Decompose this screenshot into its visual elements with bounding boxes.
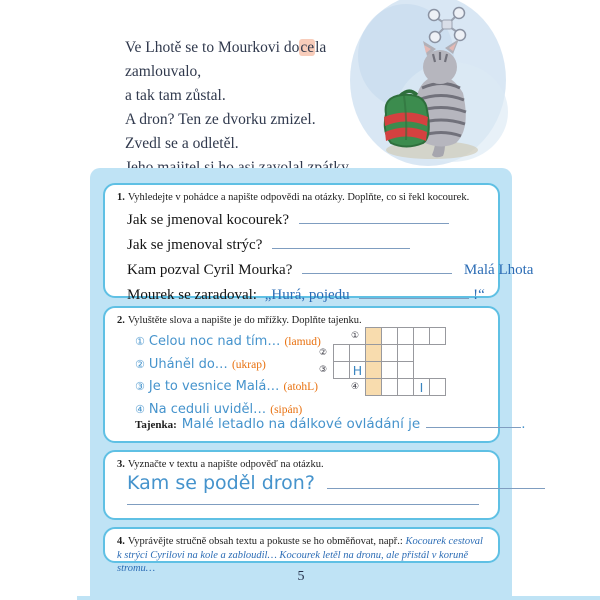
crossword-cell[interactable] (365, 361, 382, 379)
crossword-cell[interactable] (397, 327, 414, 345)
illustration-svg (348, 0, 512, 168)
crossword-cell[interactable] (365, 327, 382, 345)
backpack-icon (384, 91, 429, 146)
clue4-text: Na ceduli uviděl… (148, 401, 267, 417)
clue-2 (135, 354, 321, 377)
clue4-number: ④ (135, 402, 145, 416)
clue1-number: ① (135, 335, 145, 348)
exercise-box-2 (103, 306, 526, 443)
crossword-row (319, 344, 446, 362)
clue4-anagram: (sipán) (270, 403, 303, 416)
clue2-number: ② (135, 357, 145, 371)
exercise-box-4 (103, 527, 500, 574)
crossword-cell[interactable]: I (413, 378, 430, 396)
question3-hint: Malá Lhota (463, 262, 534, 278)
story-line1-post: la zamlouvalo, (125, 39, 327, 80)
question-row-4 (127, 285, 498, 304)
question3-text: Kam pozval Cyril Mourka? (127, 262, 293, 278)
answer-blank-3[interactable] (302, 260, 452, 274)
exercise1-number: 1. (117, 192, 125, 203)
crossword-row (351, 327, 446, 345)
question-row-2 (127, 235, 498, 254)
exercise2-number: 2. (117, 315, 125, 326)
cat-drone-illustration (348, 0, 512, 168)
crossword-row (351, 378, 446, 396)
clue-1 (135, 331, 321, 354)
exercise-box-3 (103, 450, 500, 520)
crossword-cell[interactable] (381, 327, 398, 345)
question1-text: Jak se jmenoval kocourek? (127, 212, 290, 228)
question-row-3 (127, 260, 534, 279)
clue-3 (135, 376, 321, 399)
crossword-cell[interactable] (333, 361, 350, 379)
crossword-cell[interactable] (381, 344, 398, 362)
exercise-box-1 (103, 183, 534, 303)
crossword-cell[interactable] (365, 378, 382, 396)
crossword-cell[interactable] (381, 378, 398, 396)
tajenka-label: Tajenka: (135, 419, 177, 431)
story-line1-pre: Ve Lhotě se to Mourkovi do (125, 39, 300, 56)
exercise1-instruction-text: Vyhledejte v pohádce a napište odpovědi na otázky. Doplňte, co si řekl kocourek. (127, 192, 470, 203)
syllable-highlight: ce (300, 39, 315, 56)
tajenka-text: Malé letadlo na dálkové ovládání je (181, 416, 421, 432)
clue3-anagram: (atohL) (283, 381, 319, 393)
crossword-row-number: ② (319, 348, 328, 358)
exercise3-answer-line2[interactable] (127, 504, 479, 505)
crossword-cell[interactable] (349, 344, 366, 362)
tajenka-blank[interactable] (426, 414, 521, 428)
exercise3-answer-blank[interactable] (327, 475, 545, 489)
crossword-cell[interactable] (365, 344, 382, 362)
clue2-text: Uháněl do… (148, 356, 228, 372)
crossword-row-number: ① (351, 331, 360, 341)
question4-quote-start: „Hurá, pojedu (264, 287, 350, 303)
question4-quote-end: !“ (473, 287, 485, 303)
crossword-cell[interactable]: H (349, 361, 366, 379)
clue1-anagram: (lamud) (284, 336, 321, 348)
exercise3-question: Kam se poděl dron? (127, 472, 315, 494)
crossword-cell[interactable] (333, 344, 350, 362)
bottom-page-strip (77, 596, 600, 600)
clue3-number: ③ (135, 380, 145, 393)
clue2-anagram: (ukrap) (231, 358, 266, 371)
question2-text: Jak se jmenoval strýc? (127, 237, 263, 253)
exercise4-instruction-text: Vyprávějte stručně obsah textu a pokuste se ho obměňovat, např.: (127, 536, 403, 547)
clue-list (135, 331, 321, 421)
crossword-row-number: ③ (319, 365, 328, 375)
exercise1-instruction (105, 185, 498, 204)
clue3-text: Je to vesnice Malá… (148, 379, 280, 394)
exercise4-number: 4. (117, 536, 125, 547)
story-line: A dron? Ten ze dvorku zmizel. (125, 111, 316, 128)
crossword-cell[interactable] (397, 361, 414, 379)
clue1-text: Celou noc nad tím… (148, 334, 281, 349)
crossword-cell[interactable] (429, 378, 446, 396)
exercise2-instruction (105, 308, 498, 327)
answer-blank-1[interactable] (299, 210, 449, 224)
crossword-cell[interactable] (429, 327, 446, 345)
question4-label: Mourek se zaradoval: (127, 287, 257, 303)
tajenka-period: . (521, 416, 526, 432)
crossword-cell[interactable] (397, 344, 414, 362)
answer-blank-4[interactable] (359, 285, 469, 299)
crossword-cell[interactable] (413, 327, 430, 345)
answer-blank-2[interactable] (272, 235, 410, 249)
exercise2-instruction-text: Vyluštěte slova a napište je do mřížky. Doplňte tajenku. (127, 315, 362, 326)
crossword-row (319, 361, 446, 379)
crossword-row-number: ④ (351, 382, 360, 392)
exercise3-instruction-text: Vyznačte v textu a napište odpověď na otázku. (127, 459, 324, 470)
story-line: a tak tam zůstal. (125, 87, 226, 104)
page-number: 5 (297, 569, 305, 584)
question-row-1 (127, 210, 498, 229)
exercise4-example: Kocourek cestoval k strýci Cyrilovi na kole a zabloudil… Kocourek letěl na dronu, ale přistál v koruně stromu… (117, 536, 483, 574)
tajenka-row (135, 414, 526, 433)
story-line: Zvedl se a odletěl. (125, 135, 239, 152)
exercise3-instruction (105, 452, 498, 471)
crossword-cell[interactable] (381, 361, 398, 379)
exercise3-question-row (127, 472, 545, 494)
exercise3-number: 3. (117, 459, 125, 470)
crossword-grid (319, 327, 446, 396)
crossword-cell[interactable] (397, 378, 414, 396)
